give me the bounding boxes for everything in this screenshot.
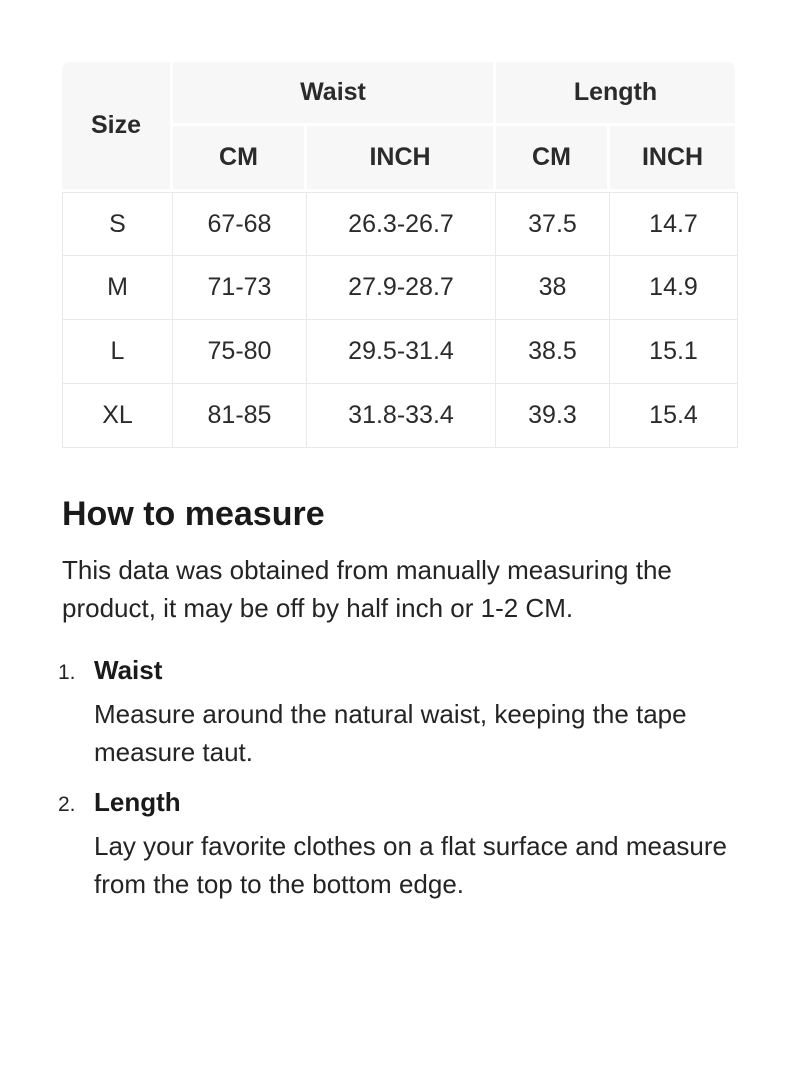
length-cm-header: CM (496, 126, 610, 192)
size-cell: XL (62, 384, 173, 448)
size-cell: S (62, 192, 173, 256)
step-title: Waist (94, 655, 163, 685)
waist-inch-cell: 31.8-33.4 (307, 384, 496, 448)
length-inch-header: INCH (610, 126, 738, 192)
step-body (94, 651, 738, 771)
table-header-group-row (62, 62, 738, 126)
step-number: 1. (58, 661, 76, 684)
length-inch-cell: 15.4 (610, 384, 738, 448)
waist-cm-cell: 75-80 (173, 320, 307, 384)
size-chart-table (62, 62, 738, 448)
waist-inch-header: INCH (307, 126, 496, 192)
waist-inch-cell: 26.3-26.7 (307, 192, 496, 256)
length-group-header: Length (496, 62, 738, 126)
measure-disclaimer-text: This data was obtained from manually measuring the product, it may be off by half inch or 1-2 CM. (62, 555, 672, 623)
length-inch-cell: 14.7 (610, 192, 738, 256)
waist-inch-cell: 27.9-28.7 (307, 256, 496, 320)
step-number: 2. (58, 793, 76, 816)
measure-steps-list (58, 651, 738, 903)
table-row-m (62, 256, 738, 320)
length-cm-cell: 38.5 (496, 320, 610, 384)
how-to-measure-title: How to measure (62, 495, 325, 533)
table-row-l (62, 320, 738, 384)
waist-cm-cell: 81-85 (173, 384, 307, 448)
size-cell: M (62, 256, 173, 320)
step-title: Length (94, 787, 181, 817)
waist-cm-header: CM (173, 126, 307, 192)
length-cm-cell: 39.3 (496, 384, 610, 448)
waist-inch-cell: 29.5-31.4 (307, 320, 496, 384)
waist-cm-cell: 71-73 (173, 256, 307, 320)
size-cell: L (62, 320, 173, 384)
length-inch-cell: 14.9 (610, 256, 738, 320)
table-row-s (62, 192, 738, 256)
step-description: Measure around the natural waist, keeping the tape measure taut. (94, 699, 687, 767)
length-inch-cell: 15.1 (610, 320, 738, 384)
waist-cm-cell: 67-68 (173, 192, 307, 256)
length-cm-cell: 37.5 (496, 192, 610, 256)
step-description: Lay your favorite clothes on a flat surface and measure from the top to the bottom edge. (94, 831, 728, 899)
table-row-xl (62, 384, 738, 448)
step-body (94, 783, 738, 903)
size-column-header: Size (62, 62, 173, 192)
measure-step-length (58, 783, 738, 903)
measure-step-waist (58, 651, 738, 771)
waist-group-header: Waist (173, 62, 496, 126)
length-cm-cell: 38 (496, 256, 610, 320)
